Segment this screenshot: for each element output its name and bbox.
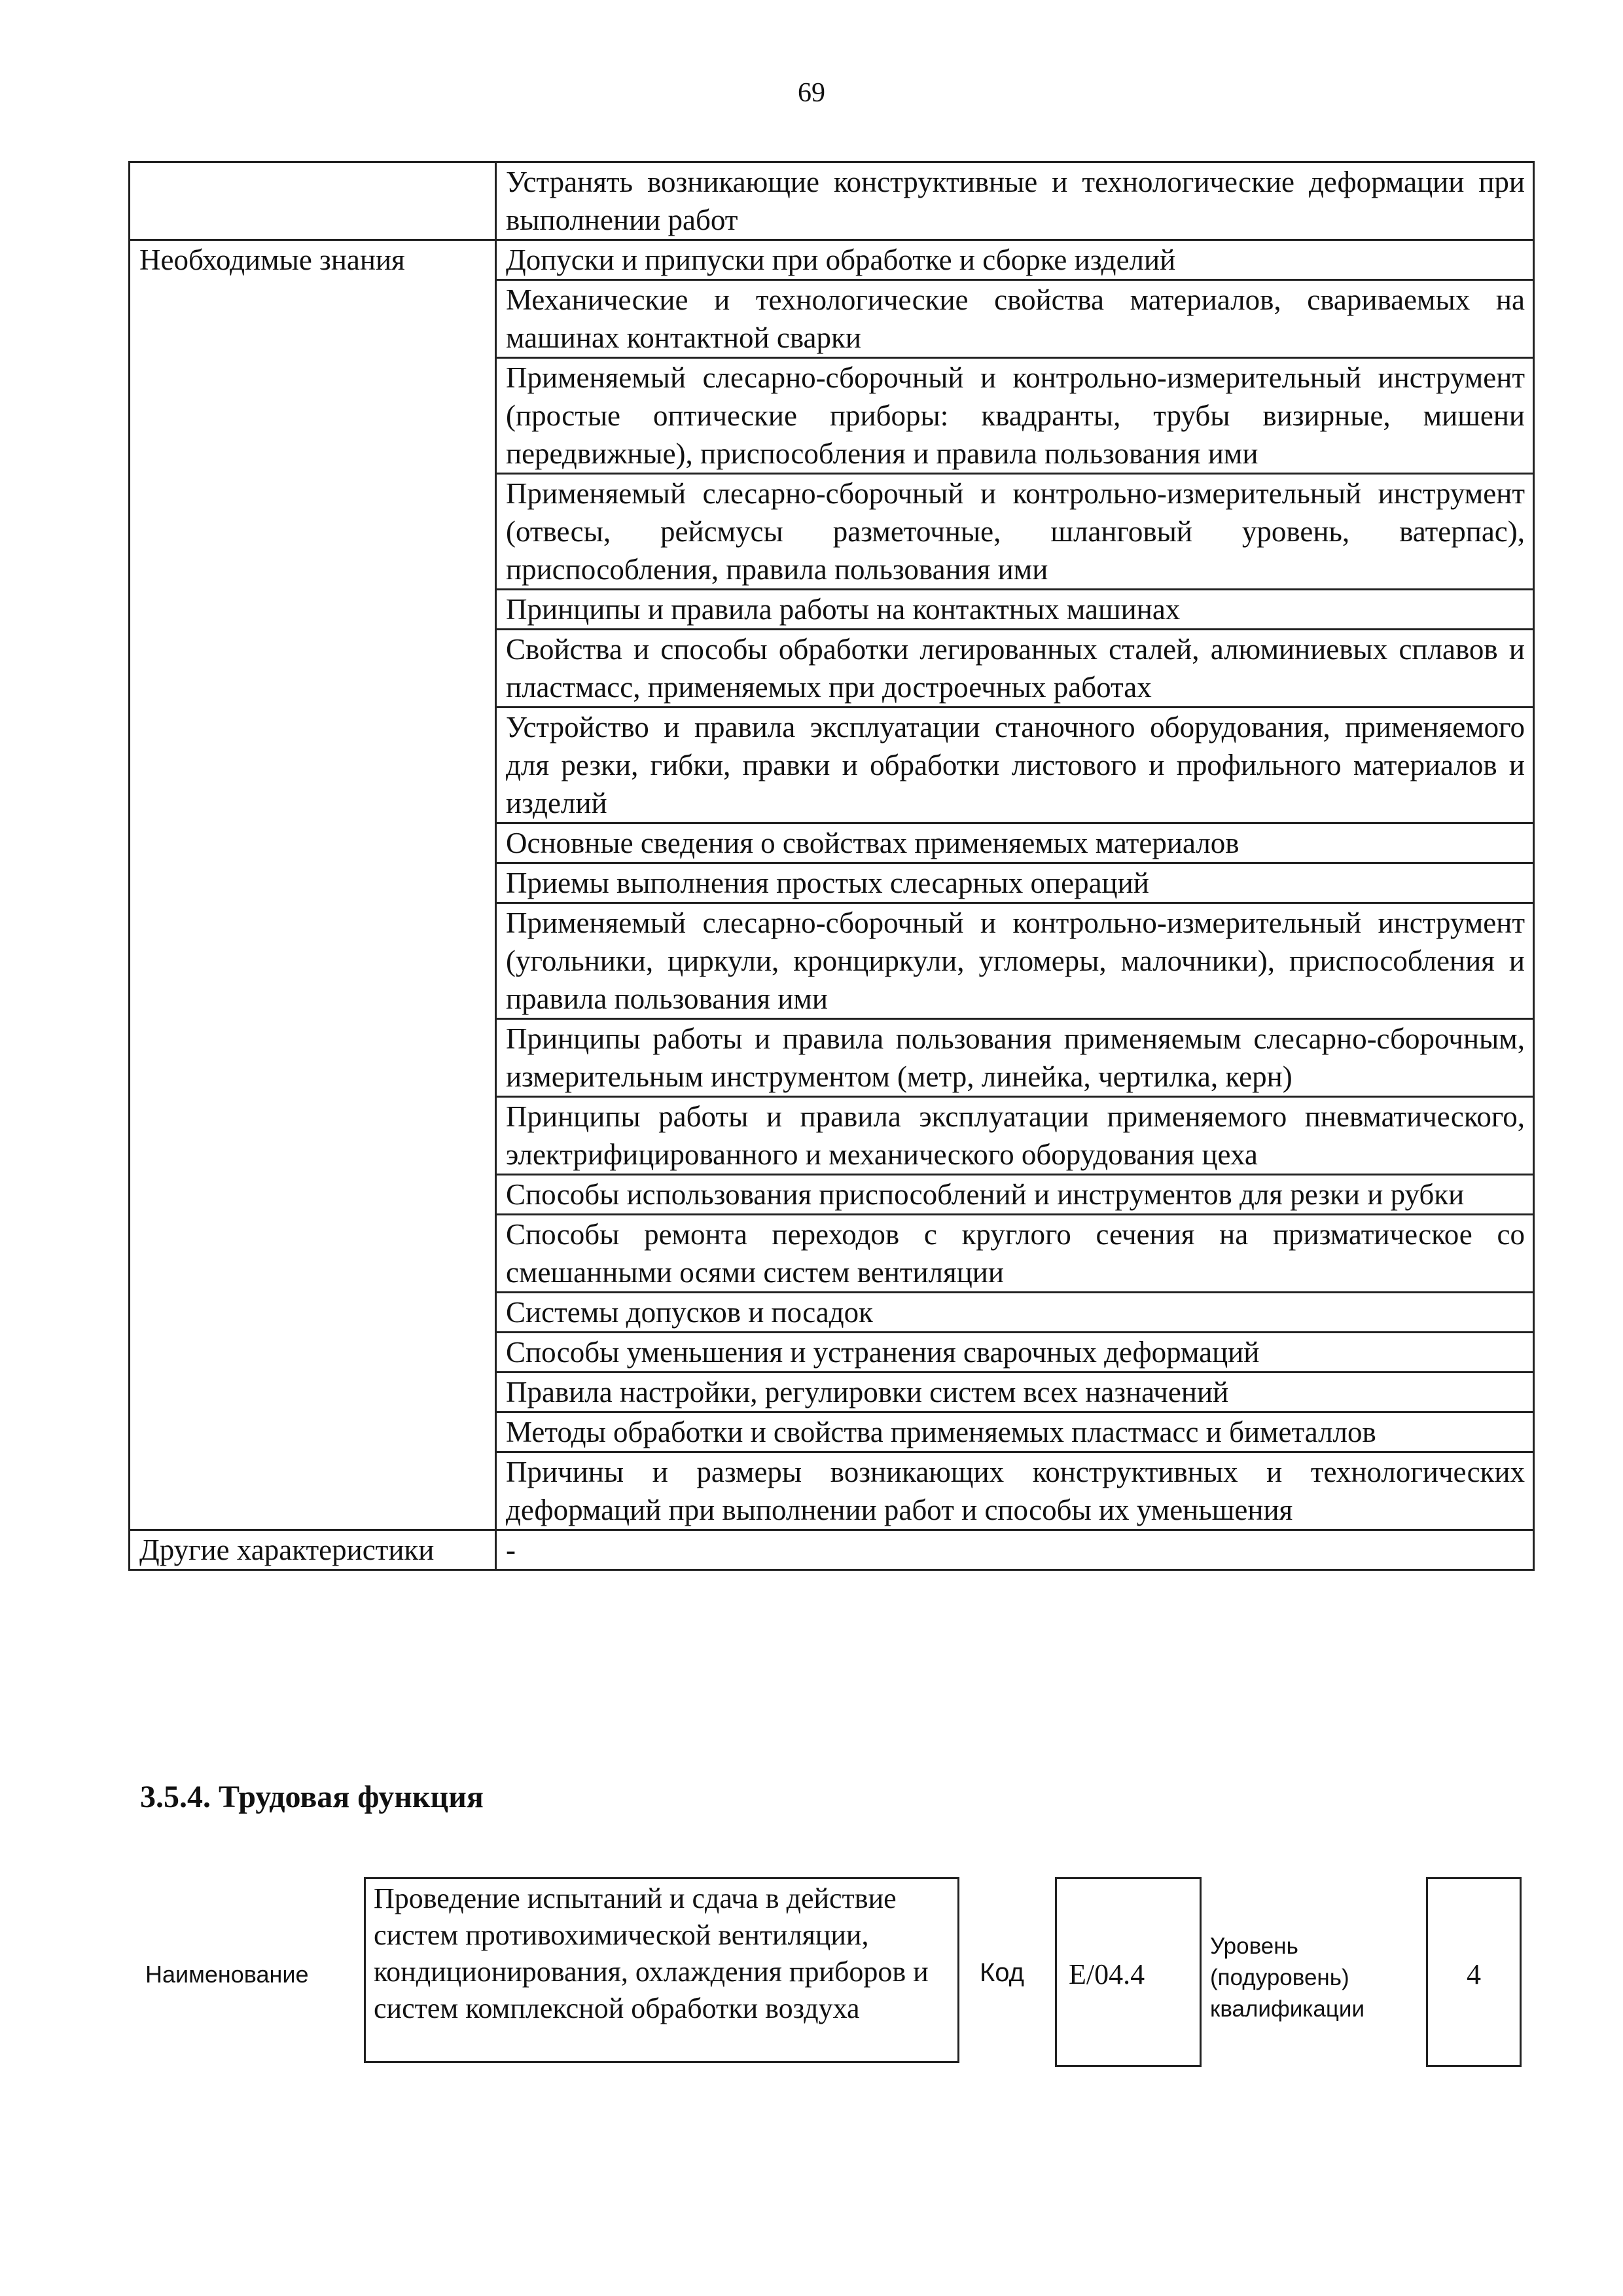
- row-value: Применяемый слесарно-сборочный и контрольно-измерительный инструмент (угольники, циркули, кронциркули, угломеры, малочники), приспособления и правила пользования ими: [496, 903, 1534, 1019]
- row-label: [130, 1293, 496, 1333]
- row-label: [130, 1333, 496, 1372]
- row-label: [130, 823, 496, 863]
- level-label-line2: (подуровень): [1210, 1965, 1349, 1990]
- row-label: [130, 1175, 496, 1215]
- row-label: Необходимые знания: [130, 240, 496, 280]
- row-label: [130, 1097, 496, 1175]
- level-label-line1: Уровень: [1210, 1933, 1298, 1959]
- row-value: Устранять возникающие конструктивные и технологические деформации при выполнении работ: [496, 162, 1534, 240]
- row-label: Другие характеристики: [130, 1530, 496, 1570]
- row-value: Методы обработки и свойства применяемых пластмасс и биметаллов: [496, 1412, 1534, 1452]
- row-value: Способы использования приспособлений и инструментов для резки и рубки: [496, 1175, 1534, 1215]
- table-row: [130, 1452, 1534, 1530]
- table-row: [130, 863, 1534, 903]
- table-row: [130, 474, 1534, 590]
- table-row: [130, 630, 1534, 708]
- knowledge-table: [128, 161, 1535, 1571]
- row-label: [130, 903, 496, 1019]
- row-label: [130, 708, 496, 823]
- table-row: [130, 358, 1534, 474]
- row-label: [130, 358, 496, 474]
- page-number: 69: [798, 78, 825, 108]
- table-row: [130, 1175, 1534, 1215]
- level-label-line3: квалификации: [1210, 1996, 1364, 2022]
- row-value: -: [496, 1530, 1534, 1570]
- row-value: Способы ремонта переходов с круглого сечения на призматическое со смешанными осями систем вентиляции: [496, 1215, 1534, 1293]
- level-label: [1210, 1931, 1364, 2025]
- row-label: [130, 1412, 496, 1452]
- level-box: 4: [1426, 1877, 1522, 2067]
- row-value: Приемы выполнения простых слесарных операций: [496, 863, 1534, 903]
- row-label: [130, 280, 496, 358]
- row-label: [130, 590, 496, 630]
- row-value: Механические и технологические свойства материалов, свариваемых на машинах контактной сварки: [496, 280, 1534, 358]
- row-label: [130, 1215, 496, 1293]
- row-value: Применяемый слесарно-сборочный и контрольно-измерительный инструмент (простые оптические приборы: квадранты, трубы визирные, мишени передвижные), приспособления и правила пользования ими: [496, 358, 1534, 474]
- section-heading: 3.5.4. Трудовая функция: [140, 1780, 484, 1814]
- table-row: [130, 1333, 1534, 1372]
- row-value: Свойства и способы обработки легированных сталей, алюминиевых сплавов и пластмасс, применяемых при достроечных работах: [496, 630, 1534, 708]
- row-value: Принципы работы и правила пользования применяемым слесарно-сборочным, измерительным инструментом (метр, линейка, чертилка, керн): [496, 1019, 1534, 1097]
- row-label: [130, 630, 496, 708]
- row-value: Принципы работы и правила эксплуатации применяемого пневматического, электрифицированного и механического оборудования цеха: [496, 1097, 1534, 1175]
- row-value: Причины и размеры возникающих конструктивных и технологических деформаций при выполнении работ и способы их уменьшения: [496, 1452, 1534, 1530]
- name-label: Наименование: [145, 1961, 309, 1988]
- code-label: Код: [980, 1958, 1025, 1987]
- row-label: [130, 863, 496, 903]
- row-value: Применяемый слесарно-сборочный и контрольно-измерительный инструмент (отвесы, рейсмусы разметочные, шланговый уровень, ватерпас), приспособления, правила пользования ими: [496, 474, 1534, 590]
- table-row: [130, 903, 1534, 1019]
- row-label: [130, 1452, 496, 1530]
- row-value: Основные сведения о свойствах применяемых материалов: [496, 823, 1534, 863]
- table-row: [130, 1412, 1534, 1452]
- row-value: Способы уменьшения и устранения сварочных деформаций: [496, 1333, 1534, 1372]
- row-value: Устройство и правила эксплуатации станочного оборудования, применяемого для резки, гибки, правки и обработки листового и профильного материалов и изделий: [496, 708, 1534, 823]
- row-label: [130, 162, 496, 240]
- table-row: [130, 240, 1534, 280]
- table-row: [130, 708, 1534, 823]
- row-label: [130, 474, 496, 590]
- table-row: [130, 590, 1534, 630]
- table-row: [130, 1097, 1534, 1175]
- row-value: Допуски и припуски при обработке и сборке изделий: [496, 240, 1534, 280]
- row-label: [130, 1019, 496, 1097]
- table-row: [130, 1372, 1534, 1412]
- row-value: Принципы и правила работы на контактных машинах: [496, 590, 1534, 630]
- row-value: Правила настройки, регулировки систем всех назначений: [496, 1372, 1534, 1412]
- row-value: Системы допусков и посадок: [496, 1293, 1534, 1333]
- code-box: E/04.4: [1055, 1877, 1202, 2067]
- table-row: [130, 1293, 1534, 1333]
- row-label: [130, 1372, 496, 1412]
- table-row: [130, 823, 1534, 863]
- table-row: [130, 1019, 1534, 1097]
- table-row: [130, 1530, 1534, 1570]
- table-row: [130, 280, 1534, 358]
- table-row: [130, 162, 1534, 240]
- function-name-box: Проведение испытаний и сдача в действие систем противохимической вентиляции, кондиционирования, охлаждения приборов и систем комплексной обработки воздуха: [364, 1877, 959, 2063]
- table-row: [130, 1215, 1534, 1293]
